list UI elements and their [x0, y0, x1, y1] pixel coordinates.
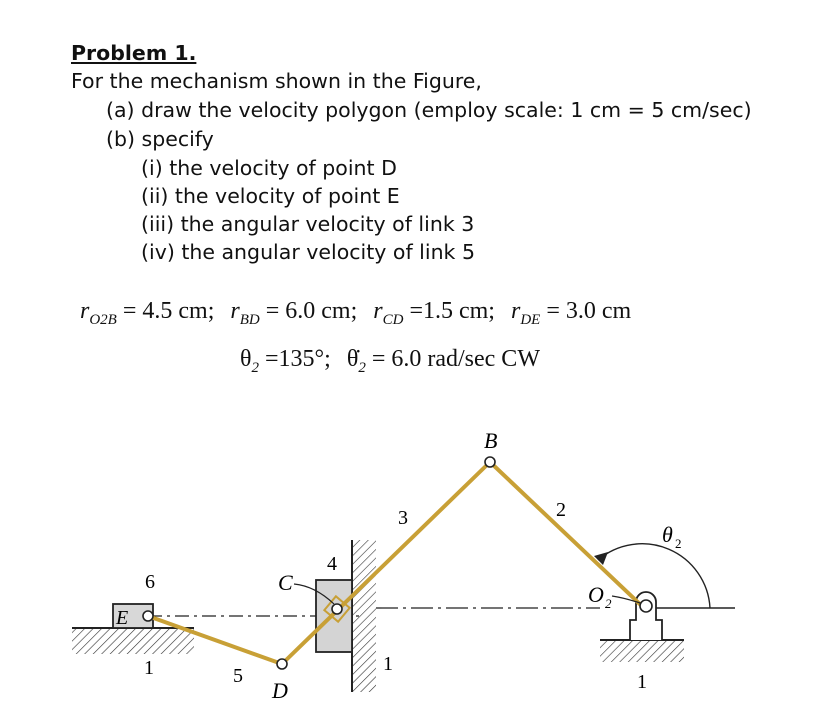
link-number-5: 5 — [233, 665, 243, 687]
link-number-6: 6 — [145, 571, 155, 593]
sub-item-i: (i) the velocity of point D — [141, 156, 397, 180]
label-theta2-sub: 2 — [675, 536, 682, 551]
sub-item-iii: (iii) the angular velocity of link 3 — [141, 212, 475, 236]
label-d: D — [272, 678, 288, 703]
label-c: C — [278, 570, 293, 595]
link-number-3: 3 — [398, 507, 408, 529]
ground-left — [72, 628, 194, 654]
part-b-text: (b) specify — [106, 127, 214, 151]
theta2-dot-value: $\thetȧ_2 = 6.0$ rad/sec CW — [346, 346, 540, 376]
joint-e — [143, 611, 153, 621]
label-e: E — [116, 607, 129, 629]
link-number-2: 2 — [556, 499, 566, 521]
link-2 — [490, 462, 644, 608]
link-number-1-right: 1 — [637, 671, 647, 693]
joint-b — [485, 457, 495, 467]
label-b: B — [484, 428, 498, 453]
r-bd: $r_{BD} = 6.0$ cm; — [230, 298, 358, 328]
r-cd: $r_{CD} =1.5$ cm; — [373, 298, 495, 328]
label-o2: O — [588, 582, 604, 607]
label-theta2: θ — [662, 522, 673, 547]
link-number-1-mid: 1 — [383, 653, 393, 675]
links — [148, 462, 644, 664]
joint-o2 — [640, 600, 652, 612]
r-o2b: $r_{O2B} = 4.5$ cm; — [80, 298, 215, 328]
problem-intro: For the mechanism shown in the Figure, — [71, 69, 482, 93]
r-de: $r_{DE} = 3.0$ cm — [510, 298, 632, 328]
joint-d — [277, 659, 287, 669]
link-number-1-left: 1 — [144, 657, 154, 679]
joint-c — [332, 604, 342, 614]
theta2-value: $\theta_2 =135^\circ$; — [240, 346, 331, 376]
link-3 — [282, 462, 490, 664]
sub-item-ii: (ii) the velocity of point E — [141, 184, 400, 208]
sub-item-iv: (iv) the angular velocity of link 5 — [141, 240, 475, 264]
problem-title: Problem 1. — [71, 41, 197, 65]
ground-wall — [352, 540, 376, 692]
part-a-text: (a) draw the velocity polygon (employ scale: 1 cm = 5 cm/sec) — [106, 98, 752, 122]
link-number-4: 4 — [327, 553, 337, 575]
label-o2-sub: 2 — [605, 596, 612, 611]
